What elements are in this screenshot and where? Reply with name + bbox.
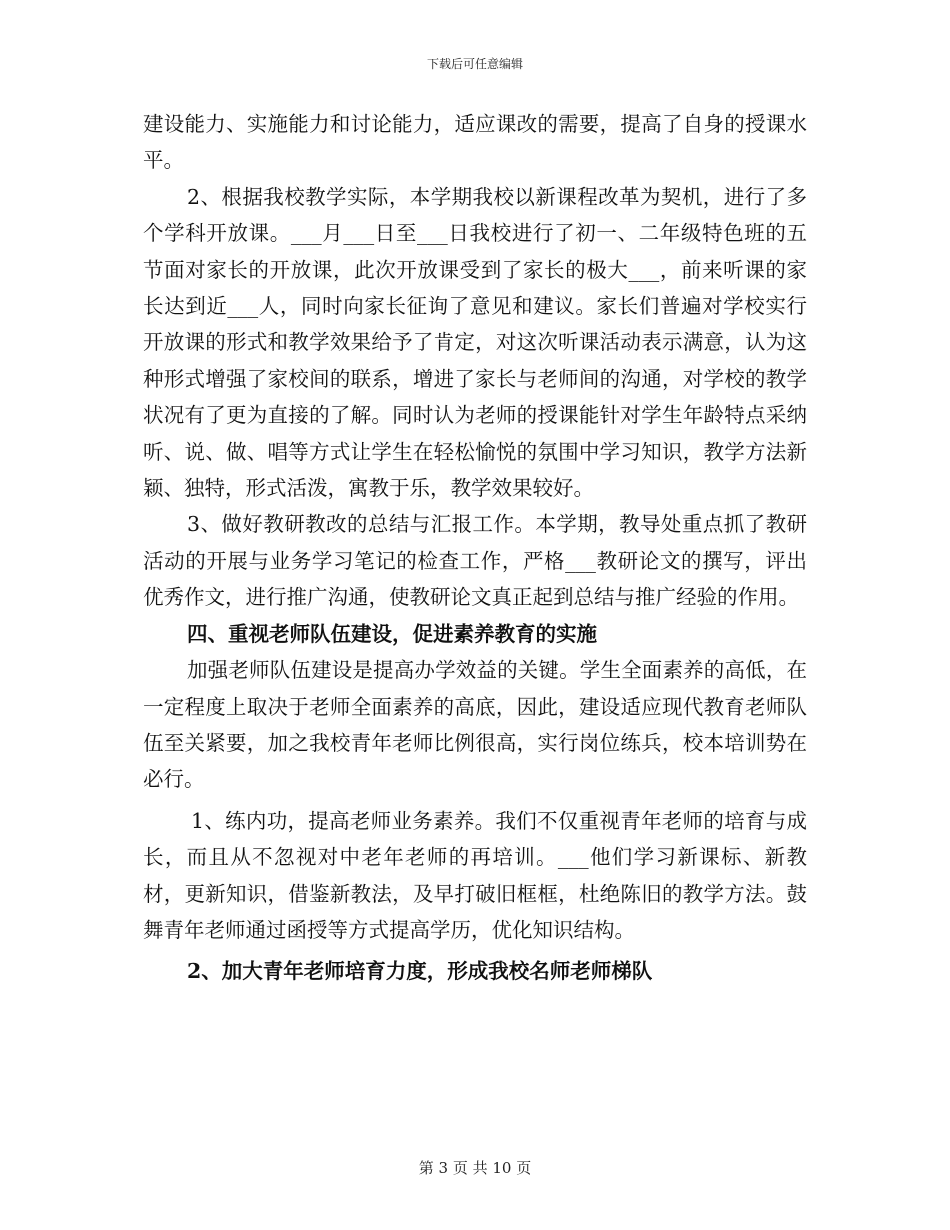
paragraph-item-2: 2、根据我校教学实际，本学期我校以新课程改革为契机，进行了多个学科开放课。___月___日至___日我校进行了初一、二年级特色班的五节面对家长的开放课，此次开放课受到了家长的极大___，前来听课的家长达到近___人，同时向家长征询了意见和建议。家长们普遍对学校实行开放课的形式和教学效果给予了肯定，对这次听课活动表示满意，认为这种形式增强了家校间的联系，增进了家长与老师间的沟通，对学校的教学状况有了更为直接的了解。同时认为老师的授课能针对学生年龄特点采纳听、说、做、唱等方式让学生在轻松愉悦的氛围中学习知识，教学方法新颖、独特，形式活泼，寓教于乐，教学效果较好。: [143, 184, 807, 501]
section-heading-4: 四、重视老师队伍建设，促进素养教育的实施: [187, 621, 597, 646]
document-body: [143, 106, 807, 990]
page-footer: 第 3 页 共 10 页: [418, 1159, 532, 1177]
sub-heading-2: 2、加大青年老师培育力度，形成我校名师老师梯队: [187, 959, 653, 984]
paragraph-item-1: 1、练内功，提高老师业务素养。我们不仅重视青年老师的培育与成长，而且从不忽视对中老年老师的再培训。___他们学习新课标、新教材，更新知识，借鉴新教法，及早打破旧框框，杜绝陈旧的教学方法。鼓舞青年老师通过函授等方式提高学历，优化知识结构。: [143, 808, 807, 942]
paragraph-item-3: 3、做好教研教改的总结与汇报工作。本学期，教导处重点抓了教研活动的开展与业务学习笔记的检查工作，严格___教研论文的撰写，评出优秀作文，进行推广沟通，使教研论文真正起到总结与推广经验的作用。: [143, 512, 807, 610]
paragraph-continuation: 建设能力、实施能力和讨论能力，适应课改的需要，提高了自身的授课水平。: [143, 112, 807, 173]
paragraph-intro: 加强老师队伍建设是提高办学效益的关键。学生全面素养的高低，在一定程度上取决于老师全面素养的高底，因此，建设适应现代教育老师队伍至关紧要，加之我校青年老师比例很高，实行岗位练兵，校本培训势在必行。: [143, 658, 807, 792]
page-header: 下载后可任意编辑: [426, 57, 523, 71]
